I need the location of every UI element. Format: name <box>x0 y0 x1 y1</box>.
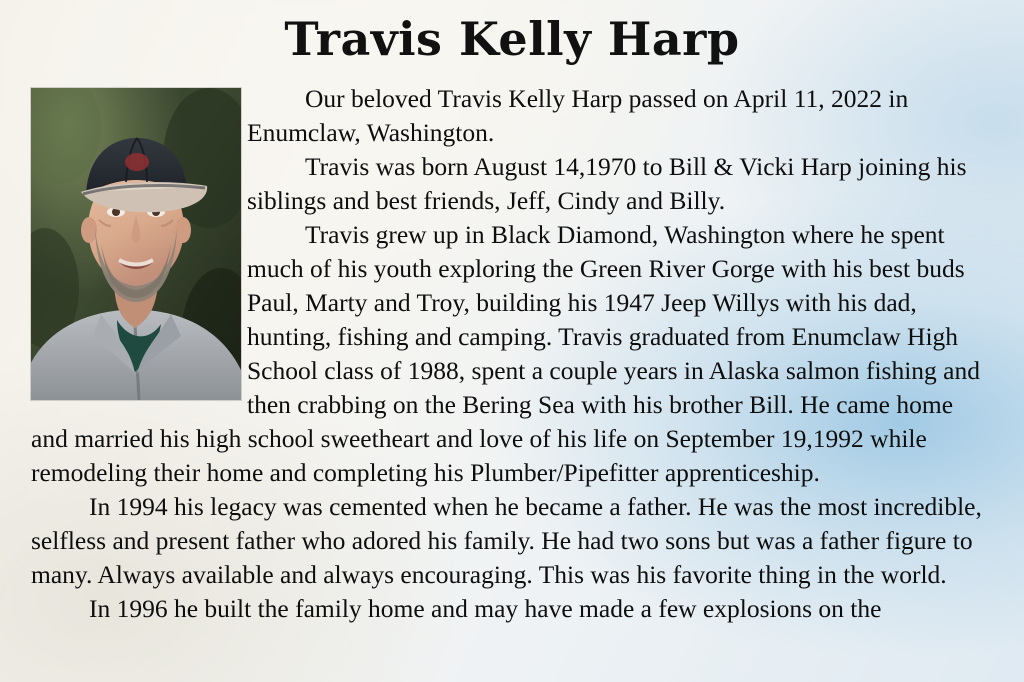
obituary-body <box>31 82 993 626</box>
paragraph-2: Travis was born August 14,1970 to Bill & Vicki Harp joining his siblings and best friends, Jeff, Cindy and Billy. <box>247 152 967 215</box>
paragraph-5: In 1996 he built the family home and may have made a few explosions on the <box>89 594 882 623</box>
paragraph-4: In 1994 his legacy was cemented when he became a father. He was the most incredible, selfless and present father who adored his family. He had two sons but was a father figure to many. Always available and always encouraging. This was his favorite thing in the world. <box>31 492 982 589</box>
photo-wrap-spacer <box>31 82 247 404</box>
page-title: Travis Kelly Harp <box>284 12 740 66</box>
paragraph-1: Our beloved Travis Kelly Harp passed on April 11, 2022 in Enumclaw, Washington. <box>247 84 909 147</box>
paragraph-3: Travis grew up in Black Diamond, Washington where he spent much of his youth exploring the Green River Gorge with his best buds Paul, Marty and Troy, building his 1947 Jeep Willys with his dad, hunting, fishing and camping. Travis graduated from Enumclaw High School class of 1988, spent a couple years in Alaska salmon fishing and then crabbing on the Bering Sea with his brother Bill. He came home and married his high school sweetheart and love of his life on September 19,1992 while remodeling their home and completing his Plumber/Pipefitter apprenticeship. <box>31 220 980 487</box>
